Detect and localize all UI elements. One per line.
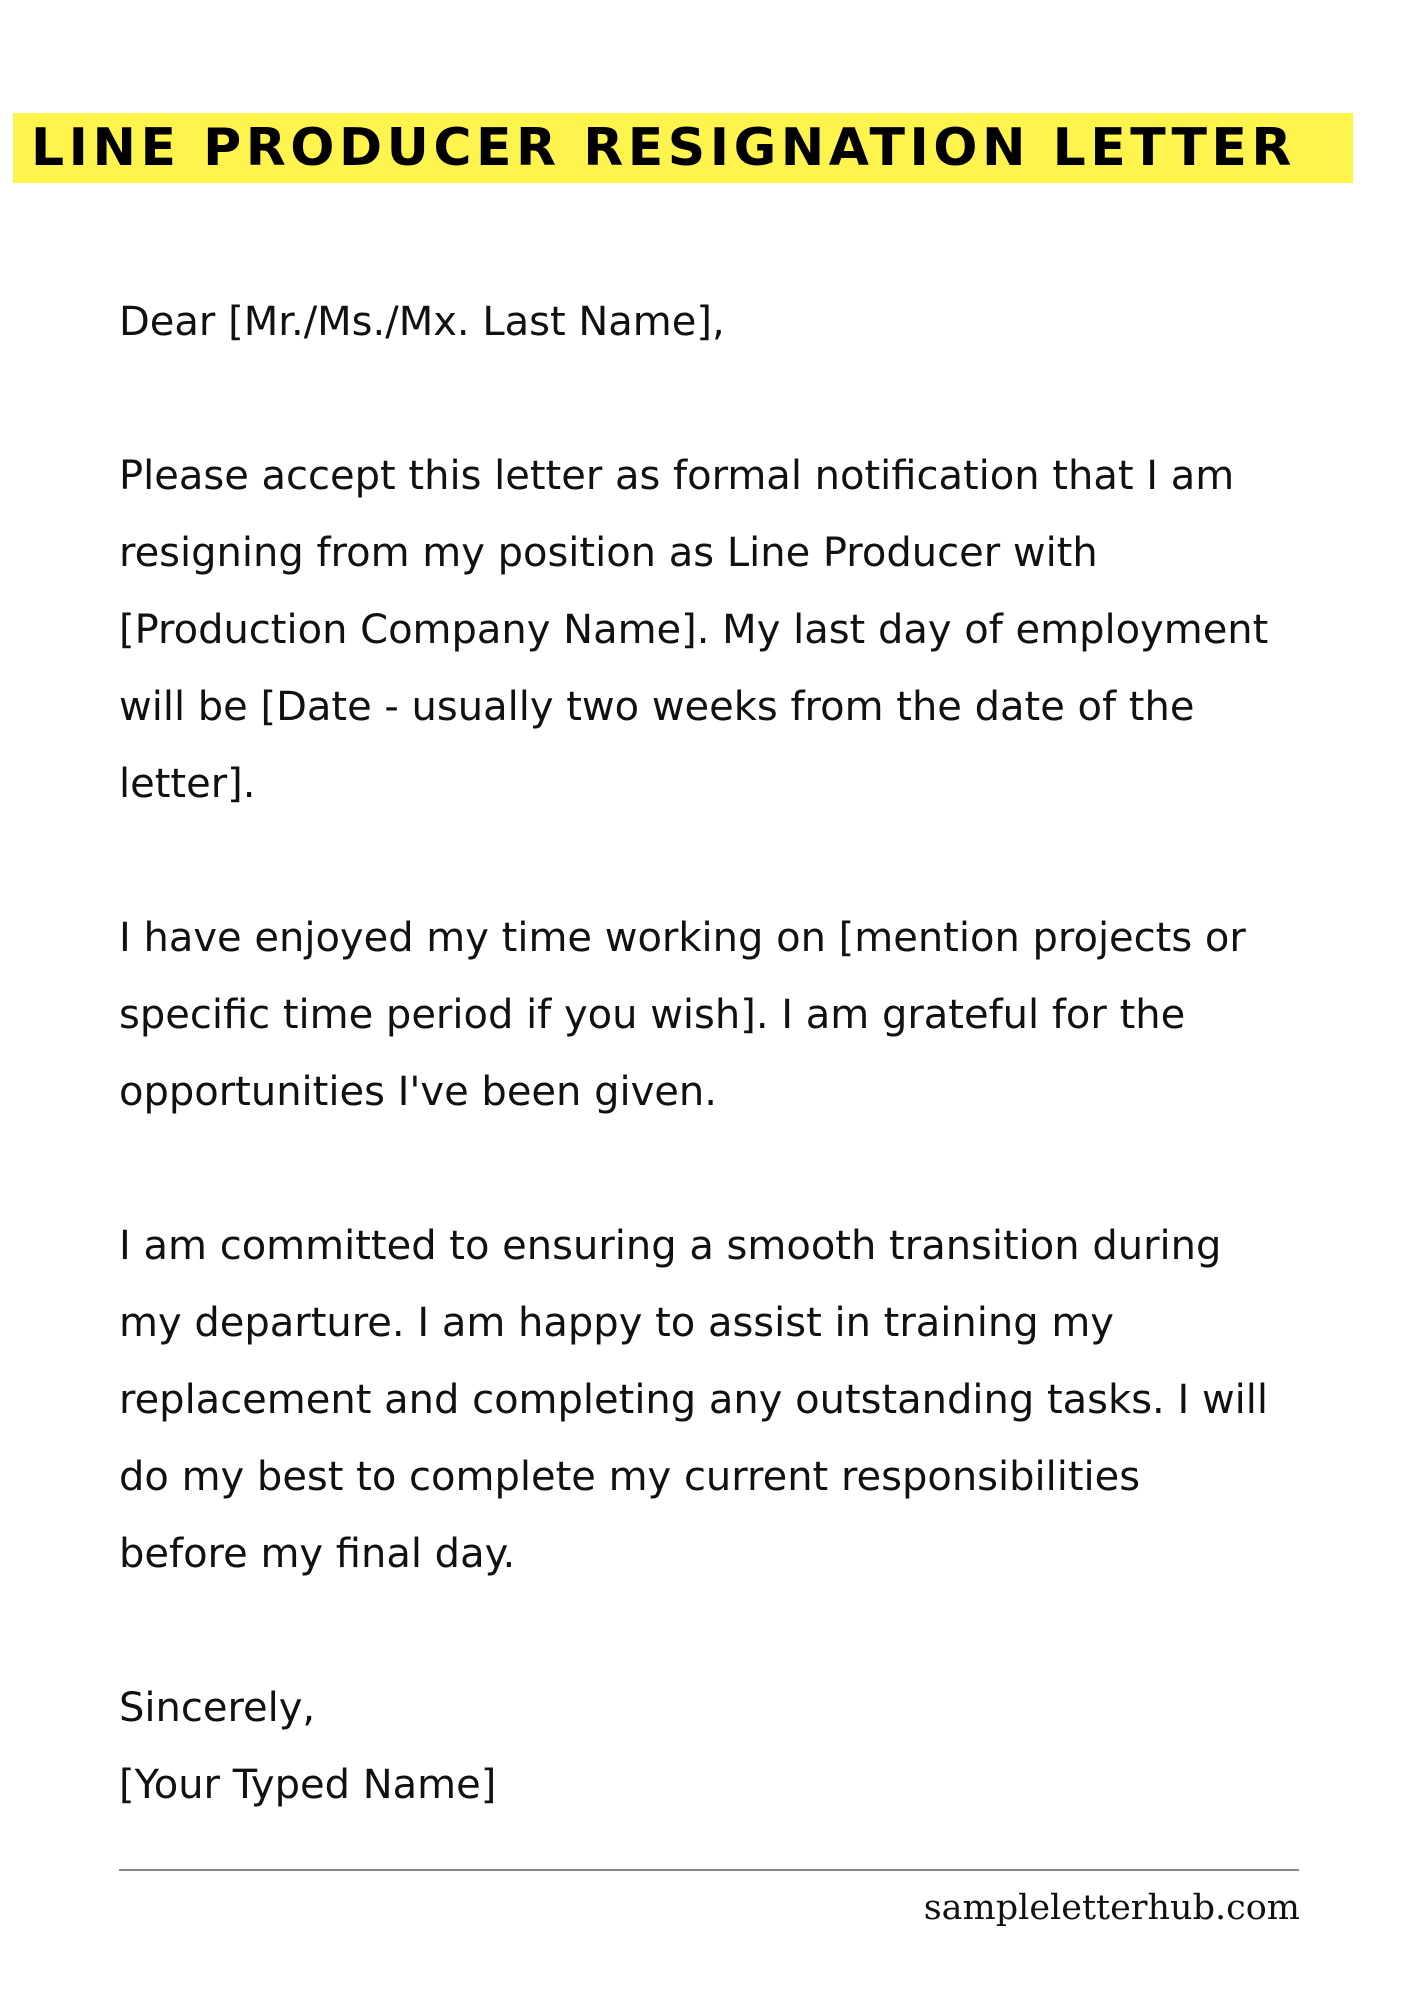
paragraph-spacer <box>119 361 1359 438</box>
paragraph-1-line-5: letter]. <box>119 761 256 807</box>
paragraph-2-line-2: specific time period if you wish]. I am grateful for the <box>119 992 1186 1038</box>
paragraph-1-line-4: will be [Date - usually two weeks from the date of the <box>119 684 1195 730</box>
paragraph-1-line-1: Please accept this letter as formal notification that I am <box>119 453 1235 499</box>
closing: Sincerely, <box>119 1685 316 1731</box>
paragraph-2-line-3: opportunities I've been given. <box>119 1069 717 1115</box>
paragraph-3-line-5: before my final day. <box>119 1531 516 1577</box>
paragraph-3-line-2: my departure. I am happy to assist in training my <box>119 1300 1114 1346</box>
letter-body <box>119 284 1359 1824</box>
title-highlight <box>13 113 1353 183</box>
paragraph-3-line-3: replacement and completing any outstanding tasks. I will <box>119 1377 1269 1423</box>
paragraph-3-line-1: I am committed to ensuring a smooth transition during <box>119 1223 1222 1269</box>
paragraph-spacer <box>119 1131 1359 1208</box>
paragraph-3-line-4: do my best to complete my current responsibilities <box>119 1454 1141 1500</box>
paragraph-2-line-1: I have enjoyed my time working on [mention projects or <box>119 915 1246 961</box>
footer-website: sampleletterhub.com <box>923 1888 1300 1928</box>
greeting: Dear [Mr./Ms./Mx. Last Name], <box>119 299 725 345</box>
paragraph-1-line-3: [Production Company Name]. My last day of employment <box>119 607 1269 653</box>
paragraph-1-line-2: resigning from my position as Line Producer with <box>119 530 1098 576</box>
document-title: LINE PRODUCER RESIGNATION LETTER <box>31 118 1296 178</box>
paragraph-spacer <box>119 1593 1359 1670</box>
footer-divider <box>119 1869 1299 1871</box>
paragraph-spacer <box>119 823 1359 900</box>
signature-name: [Your Typed Name] <box>119 1762 497 1808</box>
